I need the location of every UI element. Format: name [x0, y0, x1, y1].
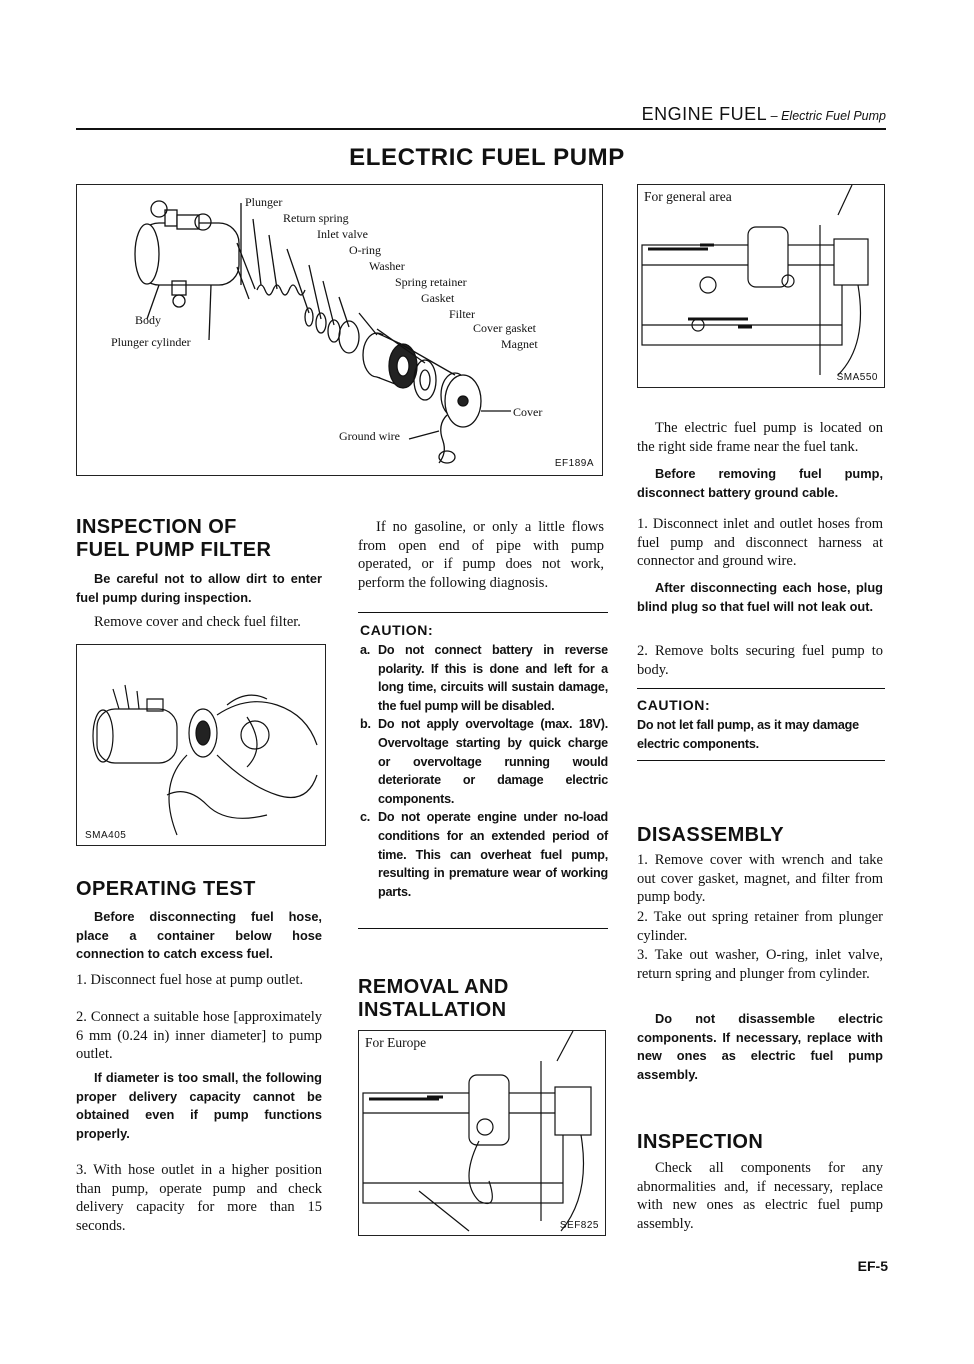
caution-letter-b: b. [360, 717, 371, 732]
removal-step-1: 1. Disconnect inlet and outlet hoses from fuel pump and disconnect harness at connector and ground wire. [637, 516, 883, 570]
label-ground-wire: Ground wire [339, 429, 400, 443]
note-place-container: Before disconnecting fuel hose, place a container below hose connection to catch excess fuel. [76, 909, 322, 962]
label-inlet-valve: Inlet valve [317, 227, 368, 241]
header-rule [76, 128, 886, 130]
general-area-figure [637, 184, 885, 388]
caution-list [360, 641, 608, 901]
caution-text-c: Do not operate engine under no-load conditions for an extended period of time. This can overheat fuel pump, resulting in premature wear of working parts. [378, 810, 608, 899]
exploded-view-figure [76, 184, 603, 476]
filter-check-drawing [77, 645, 325, 845]
general-area-code: SMA550 [836, 372, 878, 383]
caution-rule-top-right [637, 688, 885, 689]
removal-heading-line1: REMOVAL AND [358, 976, 509, 998]
operating-step-1: 1. Disconnect fuel hose at pump outlet. [76, 972, 304, 988]
label-return-spring: Return spring [283, 211, 349, 225]
caution-rule-bottom-right [637, 760, 885, 761]
operating-step-3: 3. With hose outlet in a higher position than pump, operate pump and check delivery capacity for more than 15 seconds. [76, 1162, 322, 1234]
caution-letter-c: c. [360, 810, 371, 825]
removal-heading [358, 976, 509, 1022]
general-area-drawing [638, 185, 884, 387]
caution-item-a [360, 641, 608, 715]
page-header [642, 104, 886, 125]
header-dash: – [767, 109, 782, 123]
inspection-filter-heading-line1: INSPECTION OF [76, 516, 237, 538]
label-spring-retainer: Spring retainer [395, 275, 467, 289]
inspection-filter-heading [76, 516, 271, 562]
caution-letter-a: a. [360, 643, 371, 657]
caution-item-c [360, 808, 608, 901]
page-number: EF-5 [857, 1258, 888, 1274]
note-dirt: Be careful not to allow dirt to enter fuel pump during inspection. [76, 571, 322, 605]
filter-check-figure [76, 644, 326, 846]
header-section: ENGINE FUEL [641, 104, 768, 124]
caution-title-mid: CAUTION: [360, 622, 434, 638]
general-area-caption: For general area [644, 189, 732, 204]
caution-text-a: Do not connect battery in reverse polarity. If this is done and left for a long time, circuits will sustain damage, the fuel pump will be disabled. [378, 643, 608, 713]
pump-location-text: The electric fuel pump is located on the right side frame near the fuel tank. [637, 420, 883, 455]
label-plunger-cylinder: Plunger cylinder [111, 335, 191, 349]
header-subsection: Electric Fuel Pump [781, 109, 886, 123]
page-title: ELECTRIC FUEL PUMP [349, 144, 625, 171]
operating-step-2: 2. Connect a suitable hose [approximately 6 mm (0.24 in) inner diameter] to pump outlet. [76, 1009, 322, 1063]
disassembly-step-3: 3. Take out washer, O-ring, inlet valve, return spring and plunger from cylinder. [637, 947, 883, 982]
europe-drawing [359, 1031, 605, 1235]
label-body: Body [135, 313, 162, 327]
removal-heading-line2: INSTALLATION [358, 999, 507, 1021]
disassembly-step-1: 1. Remove cover with wrench and take out cover gasket, magnet, and filter from pump body. [637, 852, 883, 906]
filter-check-code: SMA405 [85, 830, 127, 841]
note-disconnect-battery: Before removing fuel pump, disconnect battery ground cable. [637, 466, 883, 500]
label-cover: Cover [513, 405, 543, 419]
disassembly-step-2: 2. Take out spring retainer from plunger cylinder. [637, 909, 883, 944]
caution-item-b [360, 715, 608, 808]
inspection-text: Check all components for any abnormalities and, if necessary, replace with new ones as electric fuel pump assembly. [637, 1160, 883, 1232]
figure-code: EF189A [554, 458, 594, 469]
diagnosis-intro: If no gasoline, or only a little flows from open end of pipe with pump operated, or if pump does not work, perform the following diagnosis. [358, 519, 604, 591]
europe-figure [358, 1030, 606, 1236]
label-o-ring: O-ring [349, 243, 381, 257]
disassembly-heading: DISASSEMBLY [637, 824, 785, 846]
check-filter-text: Remove cover and check fuel filter. [94, 614, 301, 630]
inspection-heading: INSPECTION [637, 1131, 764, 1153]
caution-rule-bottom-mid [358, 928, 608, 929]
label-magnet: Magnet [501, 337, 538, 351]
caution-rule-top-mid [358, 612, 608, 613]
label-plunger: Plunger [245, 195, 283, 209]
label-cover-gasket: Cover gasket [473, 321, 536, 335]
inspection-filter-heading-line2: FUEL PUMP FILTER [76, 539, 272, 561]
label-washer: Washer [369, 259, 405, 273]
caution-text-right: Do not let fall pump, as it may damage electric components. [637, 718, 859, 751]
label-gasket: Gasket [421, 291, 455, 305]
note-do-not-disassemble: Do not disassemble electric components. If necessary, replace with new ones as electric fuel pump assembly. [637, 1011, 883, 1082]
note-diameter: If diameter is too small, the following proper delivery capacity cannot be obtained even if pump functions properly. [76, 1070, 322, 1141]
europe-caption: For Europe [365, 1035, 427, 1050]
europe-code: SEF825 [559, 1220, 599, 1231]
note-blind-plug: After disconnecting each hose, plug blind plug so that fuel will not leak out. [637, 580, 883, 614]
caution-text-b: Do not apply overvoltage (max. 18V). Overvoltage starting by quick charge or overvoltage running would deteriorate or damage electric components. [378, 717, 608, 806]
removal-step-2: 2. Remove bolts securing fuel pump to body. [637, 643, 883, 678]
operating-test-heading: OPERATING TEST [76, 878, 256, 900]
caution-title-right: CAUTION: [637, 697, 711, 713]
label-filter: Filter [449, 307, 475, 321]
